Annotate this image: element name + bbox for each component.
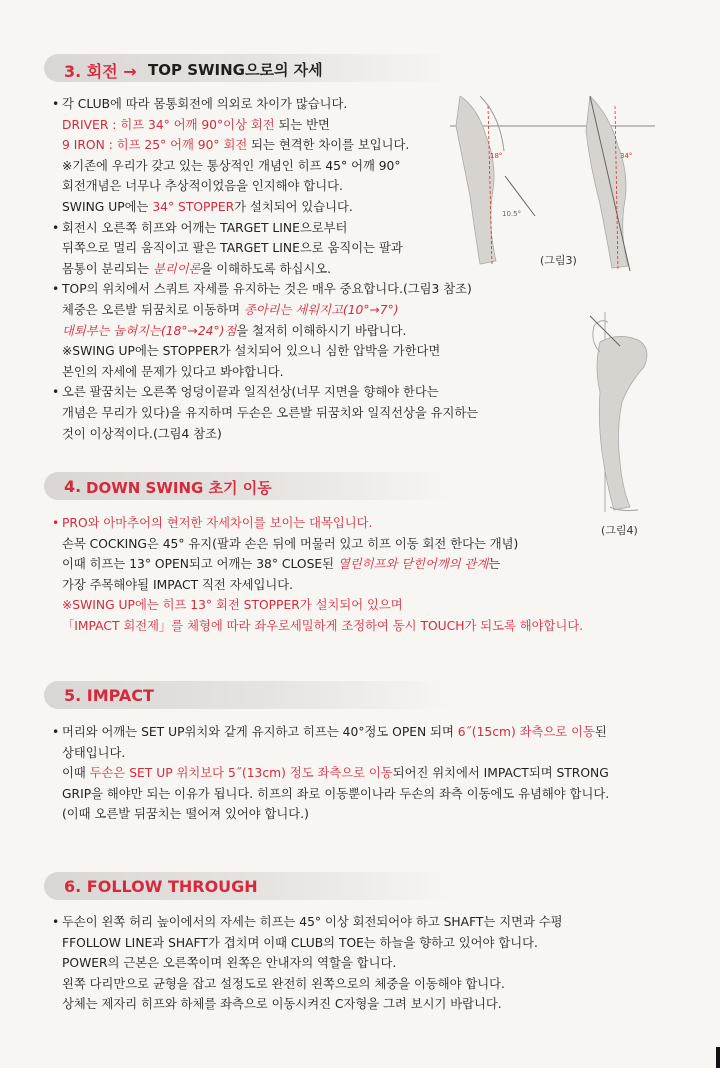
section-body-6 bbox=[62, 912, 563, 1015]
text-line bbox=[62, 616, 583, 637]
section-title: TOP SWING으로의 자세 bbox=[148, 61, 323, 79]
text-run: 되는 현격한 차이를 보입니다. bbox=[247, 138, 410, 153]
text-line bbox=[62, 933, 563, 954]
text-line bbox=[62, 156, 478, 177]
text-run: 두손이 왼쪽 허리 높이에서의 자세는 히프는 45° 이상 회전되어야 하고 SHAFT는 지면과 수평 bbox=[62, 915, 563, 929]
text-run: 되어진 위치에서 IMPACT되며 STRONG bbox=[392, 766, 609, 781]
text-line bbox=[62, 534, 583, 555]
text-run: 머리와 어깨는 SET UP위치와 같게 유지하고 히프는 40°정도 OPEN 되며 bbox=[62, 725, 458, 739]
text-line bbox=[62, 554, 583, 575]
section-header-6 bbox=[44, 872, 454, 900]
text-run: PRO와 아마추어의 현저한 자세차이를 보이는 대목입니다. bbox=[62, 516, 373, 530]
text-run: 본인의 자세에 문제가 있다고 봐야합니다. bbox=[62, 364, 284, 379]
text-run: (이때 오른발 뒤꿈치는 떨어져 있어야 합니다.) bbox=[62, 807, 309, 822]
section-header-5 bbox=[44, 681, 454, 709]
section-number: 5. IMPACT bbox=[64, 686, 154, 705]
angle-label: 18° bbox=[490, 152, 503, 160]
section-number: 3. 회전 → bbox=[64, 62, 137, 81]
text-run: SWING UP에는 bbox=[62, 199, 153, 214]
text-line bbox=[62, 115, 478, 136]
text-run: TOP의 위치에서 스쿼트 자세를 유지하는 것은 매우 중요합니다.(그림3 참조) bbox=[62, 282, 472, 297]
text-line bbox=[62, 259, 478, 280]
text-run: 손목 COCKING은 45° 유지(팔과 손은 뒤에 머물러 있고 히프 이동 회전 한다는 개념) bbox=[62, 536, 519, 551]
text-run: 개념은 무리가 있다)을 유지하며 두손은 오른발 뒤꿈치와 일직선상을 유지하는 bbox=[62, 405, 479, 420]
text-line bbox=[62, 575, 583, 596]
text-line bbox=[62, 763, 609, 784]
figure-4-illustration bbox=[560, 312, 680, 518]
text-run: DRIVER : 히프 34° 어깨 90°이상 회전 bbox=[62, 117, 275, 132]
text-line bbox=[62, 424, 478, 445]
text-line bbox=[62, 218, 478, 239]
text-run: ※SWING UP에는 STOPPER가 설치되어 있으니 심한 압박을 가한다면 bbox=[62, 344, 441, 359]
angle-label: 10.5° bbox=[502, 210, 522, 218]
text-line bbox=[62, 94, 478, 115]
text-line bbox=[62, 403, 478, 424]
text-line bbox=[62, 784, 609, 805]
text-run: 9 IRON : 히프 25° 어깨 90° 회전 bbox=[62, 138, 248, 153]
section-body-4 bbox=[62, 513, 583, 637]
text-run: 각 CLUB에 따라 몸통회전에 의외로 차이가 많습니다. bbox=[62, 97, 348, 111]
section-body-3 bbox=[62, 94, 478, 444]
text-line bbox=[62, 362, 478, 383]
text-run: POWER의 근본은 오른쪽이며 왼쪽은 안내자의 역할을 합니다. bbox=[62, 956, 397, 971]
text-line bbox=[62, 513, 583, 534]
text-line bbox=[62, 321, 478, 342]
text-run: 상태입니다. bbox=[62, 745, 126, 760]
section-body-5 bbox=[62, 722, 609, 825]
text-run: ※SWING UP에는 히프 13° 회전 STOPPER가 설치되어 있으며 bbox=[62, 598, 403, 613]
text-run: ※기존에 우리가 갖고 있는 통상적인 개념인 히프 45° 어깨 90° bbox=[62, 158, 401, 173]
text-run: 체중은 오른발 뒤꿈치로 이동하며 bbox=[62, 302, 244, 317]
text-run: 종아리는 세워지고(10°→7°) bbox=[243, 302, 399, 317]
text-run: 되는 반면 bbox=[274, 117, 330, 132]
text-run: 것이 이상적이다.(그림4 참조) bbox=[62, 426, 222, 441]
text-line bbox=[62, 197, 478, 218]
section-number: 6. FOLLOW THROUGH bbox=[64, 877, 258, 896]
text-run: 된 bbox=[594, 725, 607, 739]
text-run: 뒤쪽으로 멀리 움직이고 팔은 TARGET LINE으로 움직이는 팔과 bbox=[62, 241, 403, 256]
text-run: 회전시 오른쪽 히프와 어깨는 TARGET LINE으로부터 bbox=[62, 220, 348, 235]
text-run: 대퇴부는 눕혀지는(18°→24°)점 bbox=[62, 323, 237, 338]
text-run: 을 이해하도록 하십시오. bbox=[200, 261, 332, 276]
text-line bbox=[62, 300, 478, 321]
text-line bbox=[62, 953, 563, 974]
text-run: 이때 bbox=[62, 766, 90, 781]
text-run: 분리이론 bbox=[152, 261, 201, 276]
text-run: FFOLLOW LINE과 SHAFT가 겹치며 이때 CLUB의 TOE는 하늘을 향하고 있어야 합니다. bbox=[62, 935, 538, 950]
text-line bbox=[62, 135, 478, 156]
text-run: 34° STOPPER bbox=[152, 199, 235, 214]
text-run: 두손은 SET UP 위치보다 5˝(13cm) 정도 좌측으로 이동 bbox=[89, 766, 393, 781]
text-run: 오른 팔꿈치는 오른쪽 엉덩이끝과 일직선상(너무 지면을 향해야 한다는 bbox=[62, 385, 439, 400]
text-line bbox=[62, 722, 609, 743]
text-line bbox=[62, 382, 478, 403]
text-run: 상체는 제자리 히프와 하체를 좌측으로 이동시켜진 C자형을 그려 보시기 바랍니다. bbox=[62, 997, 502, 1012]
text-run: 이때 히프는 13° OPEN되고 어깨는 38° CLOSE된 bbox=[62, 557, 338, 572]
text-run: 몸통이 분리되는 bbox=[62, 261, 153, 276]
figure-4-caption: (그림4) bbox=[601, 524, 638, 537]
text-line bbox=[62, 238, 478, 259]
text-run: 왼쪽 다리만으로 균형을 잡고 설정도로 완전히 왼쪽으로의 체중을 이동해야 합니다. bbox=[62, 976, 505, 991]
text-line bbox=[62, 279, 478, 300]
text-line bbox=[62, 804, 609, 825]
text-line bbox=[62, 176, 478, 197]
text-run: 「IMPACT 회전제」를 체형에 따라 좌우로세밀하게 조정하여 동시 TOUCH가 되도록 해야합니다. bbox=[62, 618, 584, 633]
text-run: 을 철저히 이해하시기 바랍니다. bbox=[236, 323, 407, 338]
text-run: 가장 주목해야될 IMPACT 직전 자세입니다. bbox=[62, 577, 294, 592]
text-line bbox=[62, 595, 583, 616]
text-run: 는 bbox=[488, 557, 501, 572]
section-header-4 bbox=[44, 472, 454, 500]
page-edge-mark bbox=[716, 1047, 720, 1068]
text-run: 가 설치되어 있습니다. bbox=[234, 199, 353, 214]
text-line bbox=[62, 912, 563, 933]
section-header-3 bbox=[44, 54, 454, 82]
text-line bbox=[62, 994, 563, 1015]
angle-label: 34° bbox=[620, 152, 633, 160]
text-run: 열린히프와 닫힌어깨의 관계 bbox=[337, 557, 489, 572]
section-number: 4. bbox=[64, 477, 82, 496]
figure-3-illustration bbox=[440, 96, 660, 276]
section-title: DOWN SWING 초기 이동 bbox=[86, 479, 272, 497]
text-line bbox=[62, 974, 563, 995]
figure-3-caption: (그림3) bbox=[540, 254, 577, 267]
text-run: 6˝(15cm) 좌측으로 이동 bbox=[457, 725, 595, 739]
text-run: 회전개념은 너무나 추상적이었음을 인지해야 합니다. bbox=[62, 179, 343, 194]
text-line bbox=[62, 743, 609, 764]
text-run: GRIP을 해야만 되는 이유가 됩니다. 히프의 좌로 이동뿐이나라 두손의 좌측 이동에도 유념해야 합니다. bbox=[62, 786, 610, 801]
text-line bbox=[62, 341, 478, 362]
